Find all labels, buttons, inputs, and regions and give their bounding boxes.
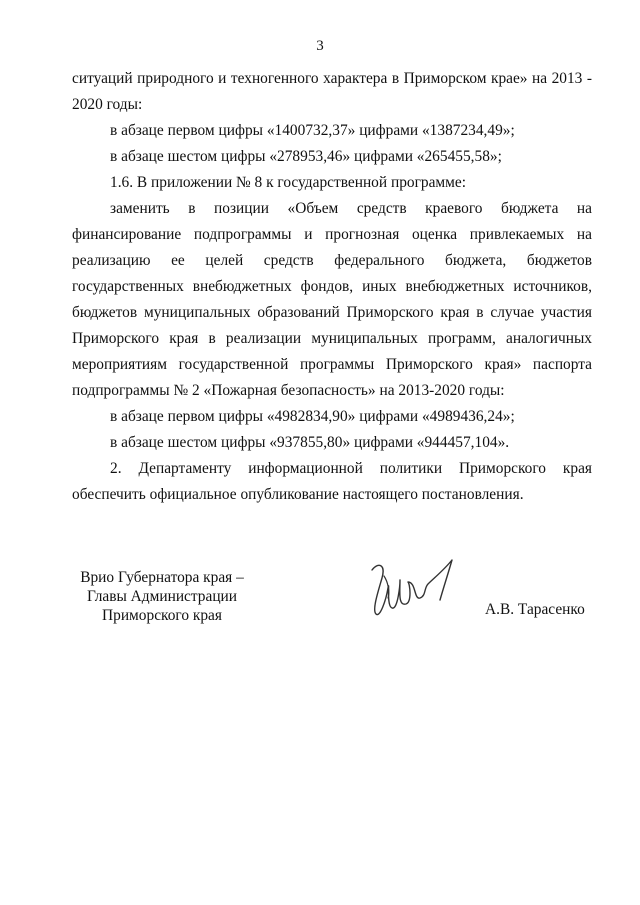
paragraph-5: заменить в позиции «Объем средств краевого бюджета на финансирование подпрограммы и прогнозная оценка привлекаемых на реализацию ее целей средств федерального бюджета, бюджетов государственных внебюджетных фондов, иных внебюджетных источников, бюджетов муниципальных образований Приморского края в случае участия Приморского края в реализации муниципальных программ, аналогичных мероприятиям государственной программы Приморского края» паспорта подпрограммы № 2 «Пожарная безопасность» на 2013-2020 годы: — [72, 200, 592, 399]
signatory-title-line-2: Главы Администрации — [86, 588, 238, 605]
paragraph-2: в абзаце первом цифры «1400732,37» цифрами «1387234,49»; — [110, 122, 515, 139]
paragraph-6: в абзаце первом цифры «4982834,90» цифрами «4989436,24»; — [110, 408, 515, 425]
document-body — [72, 66, 592, 508]
paragraph-3: в абзаце шестом цифры «278953,46» цифрами «265455,58»; — [110, 148, 502, 165]
signatory-title-line-3: Приморского края — [102, 607, 222, 624]
handwritten-signature — [364, 548, 464, 628]
paragraph-8: 2. Департаменту информационной политики Приморского края обеспечить официальное опубликование настоящего постановления. — [72, 460, 592, 503]
paragraph-4: 1.6. В приложении № 8 к государственной программе: — [110, 174, 467, 191]
paragraph-7: в абзаце шестом цифры «937855,80» цифрами «944457,104». — [110, 434, 510, 451]
paragraph-1: ситуаций природного и техногенного характера в Приморском крае» на 2013 - 2020 годы: — [72, 70, 592, 113]
page-number: 3 — [316, 38, 324, 54]
signature-block — [72, 568, 592, 648]
signatory-title — [72, 568, 252, 625]
signatory-title-line-1: Врио Губернатора края – — [80, 569, 244, 586]
signatory-name: А.В. Тарасенко — [485, 601, 585, 618]
